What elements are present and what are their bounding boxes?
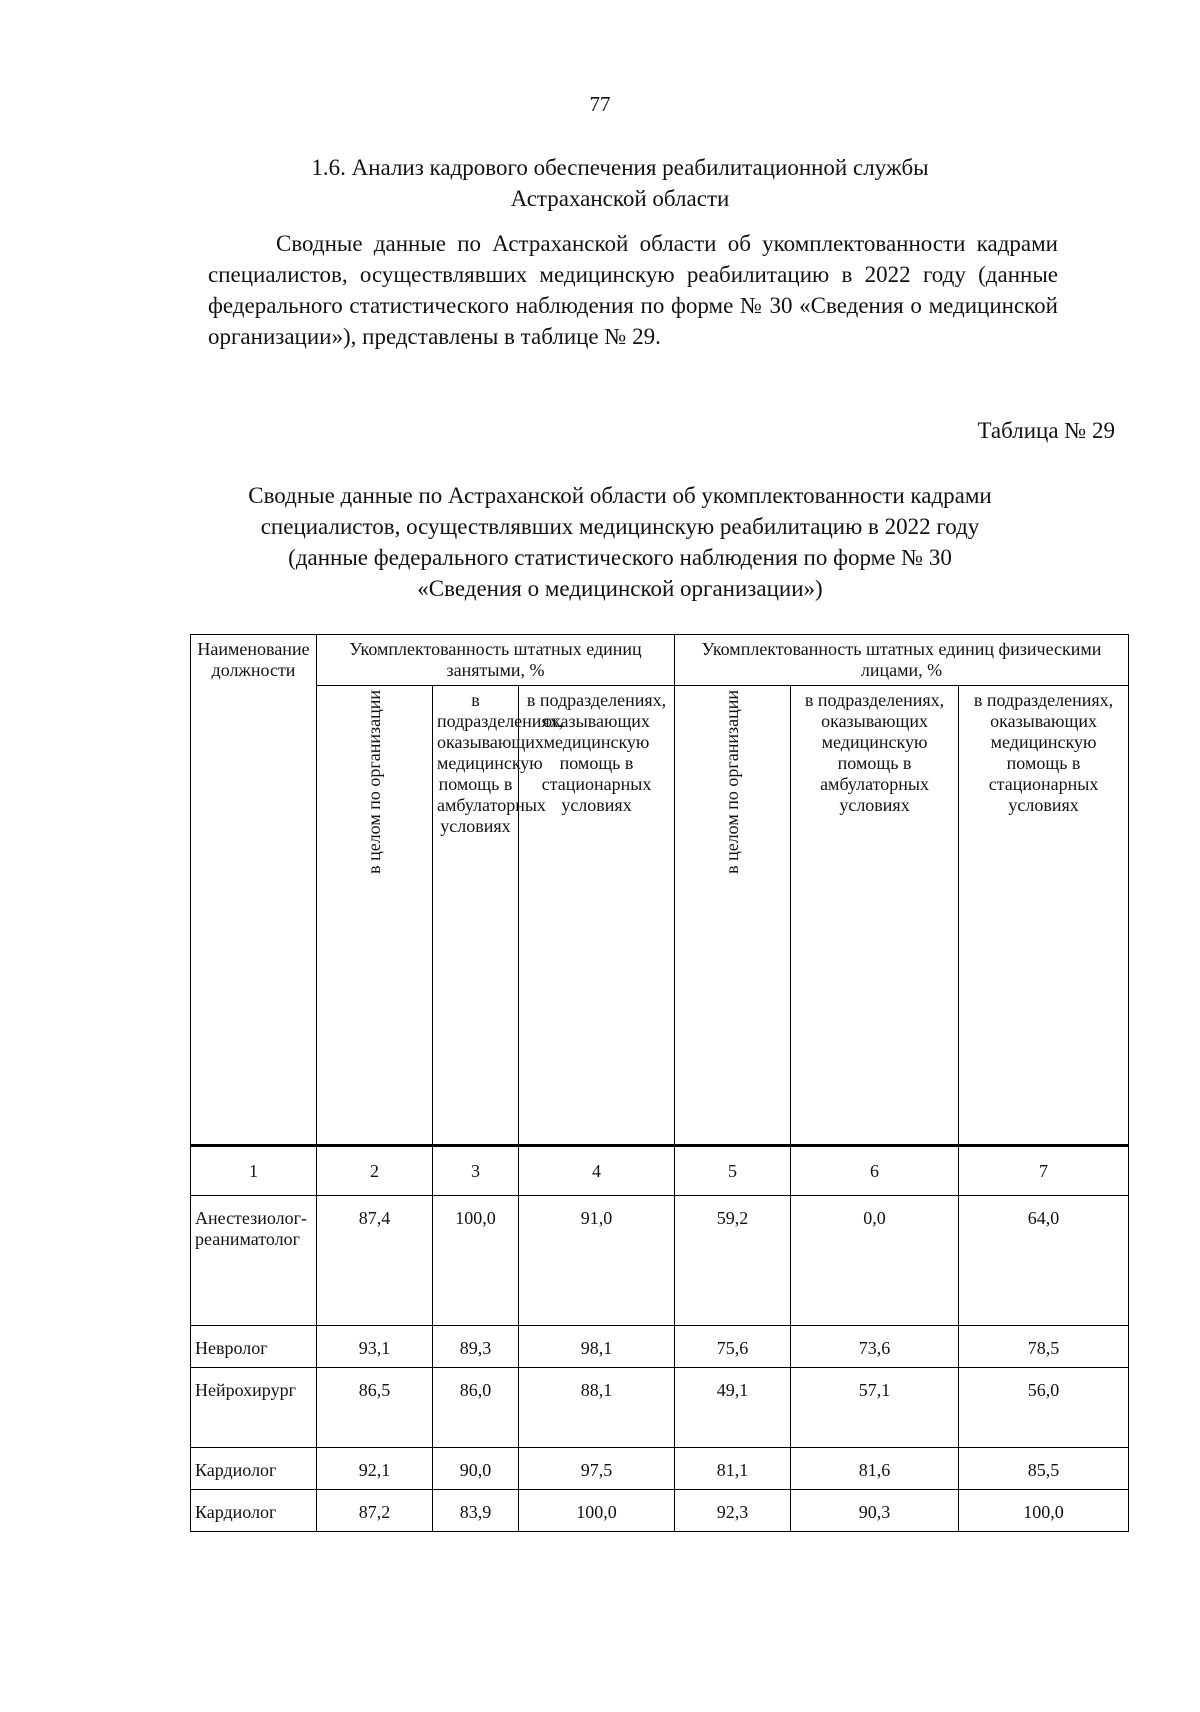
header-position: Наименование должности: [191, 635, 317, 1146]
row-value: 81,6: [791, 1448, 959, 1490]
header-total-occupied: [317, 686, 433, 1146]
header-total-text: в целом по организации: [364, 690, 384, 874]
caption-line: Сводные данные по Астраханской области об укомплектованности кадрами: [248, 483, 992, 508]
table-row: [191, 1196, 1129, 1326]
row-position: Кардиолог: [191, 1448, 317, 1490]
table-row: [191, 1368, 1129, 1448]
row-value: 91,0: [519, 1196, 675, 1326]
row-value: 89,3: [433, 1326, 519, 1368]
row-value: 57,1: [791, 1368, 959, 1448]
row-value: 90,3: [791, 1490, 959, 1532]
section-title-line: Астраханской области: [510, 186, 730, 211]
row-value: 86,5: [317, 1368, 433, 1448]
caption-line: (данные федерального статистического наблюдения по форме № 30: [288, 545, 952, 570]
row-value: 97,5: [519, 1448, 675, 1490]
row-value: 56,0: [959, 1368, 1129, 1448]
column-number-row: [191, 1146, 1129, 1196]
row-value: 100,0: [519, 1490, 675, 1532]
row-value: 86,0: [433, 1368, 519, 1448]
row-position: Нейрохирург: [191, 1368, 317, 1448]
header-inpatient-individuals: в подразделениях, оказывающих медицинскую помощь в стационарных условиях: [959, 686, 1129, 1146]
row-value: 98,1: [519, 1326, 675, 1368]
table-row: [191, 1490, 1129, 1532]
row-value: 83,9: [433, 1490, 519, 1532]
column-number: 3: [433, 1146, 519, 1196]
column-number: 4: [519, 1146, 675, 1196]
table-row: [191, 1448, 1129, 1490]
column-number: 7: [959, 1146, 1129, 1196]
row-value: 100,0: [959, 1490, 1129, 1532]
caption-line: специалистов, осуществлявших медицинскую реабилитацию в 2022 году: [260, 514, 980, 539]
table-row: [191, 1326, 1129, 1368]
header-group-occupied: Укомплектованность штатных единиц занятыми, %: [317, 635, 675, 686]
table-caption: [180, 480, 1060, 604]
row-value: 81,1: [675, 1448, 791, 1490]
section-title: [180, 152, 1060, 214]
row-value: 90,0: [433, 1448, 519, 1490]
row-value: 0,0: [791, 1196, 959, 1326]
row-position: Кардиолог: [191, 1490, 317, 1532]
header-ambulatory-individuals: в подразделениях, оказывающих медицинскую помощь в амбулаторных условиях: [791, 686, 959, 1146]
row-value: 75,6: [675, 1326, 791, 1368]
row-value: 49,1: [675, 1368, 791, 1448]
row-value: 92,3: [675, 1490, 791, 1532]
row-value: 73,6: [791, 1326, 959, 1368]
row-value: 64,0: [959, 1196, 1129, 1326]
row-value: 100,0: [433, 1196, 519, 1326]
header-group-individuals: Укомплектованность штатных единиц физическими лицами, %: [675, 635, 1129, 686]
row-value: 88,1: [519, 1368, 675, 1448]
row-position: Анестезиолог-реаниматолог: [191, 1196, 317, 1326]
row-value: 85,5: [959, 1448, 1129, 1490]
column-number: 5: [675, 1146, 791, 1196]
row-value: 92,1: [317, 1448, 433, 1490]
row-value: 87,4: [317, 1196, 433, 1326]
row-value: 59,2: [675, 1196, 791, 1326]
staffing-table: [190, 634, 1129, 1532]
page-number: 77: [589, 92, 611, 116]
header-ambulatory-occupied: в подразделениях, оказывающих медицинскую помощь в амбулаторных условиях: [433, 686, 519, 1146]
header-total-individuals: [675, 686, 791, 1146]
column-number: 1: [191, 1146, 317, 1196]
caption-line: «Сведения о медицинской организации»): [417, 576, 823, 601]
table-label: Таблица № 29: [977, 418, 1115, 443]
header-total-text: в целом по организации: [722, 690, 743, 874]
row-value: 78,5: [959, 1326, 1129, 1368]
header-inpatient-occupied: в подразделениях, оказывающих медицинскую помощь в стационарных условиях: [519, 686, 675, 1146]
intro-paragraph: Сводные данные по Астраханской области об укомплектованности кадрами специалистов, осуществлявших медицинскую реабилитацию в 2022 году (данные федерального статистического наблюдения по форме № 30 «Сведения о медицинской организации»), представлены в таблице № 29.: [208, 231, 1058, 349]
row-position: Невролог: [191, 1326, 317, 1368]
column-number: 2: [317, 1146, 433, 1196]
row-value: 87,2: [317, 1490, 433, 1532]
row-value: 93,1: [317, 1326, 433, 1368]
section-title-line: 1.6. Анализ кадрового обеспечения реабилитационной службы: [311, 155, 929, 180]
column-number: 6: [791, 1146, 959, 1196]
